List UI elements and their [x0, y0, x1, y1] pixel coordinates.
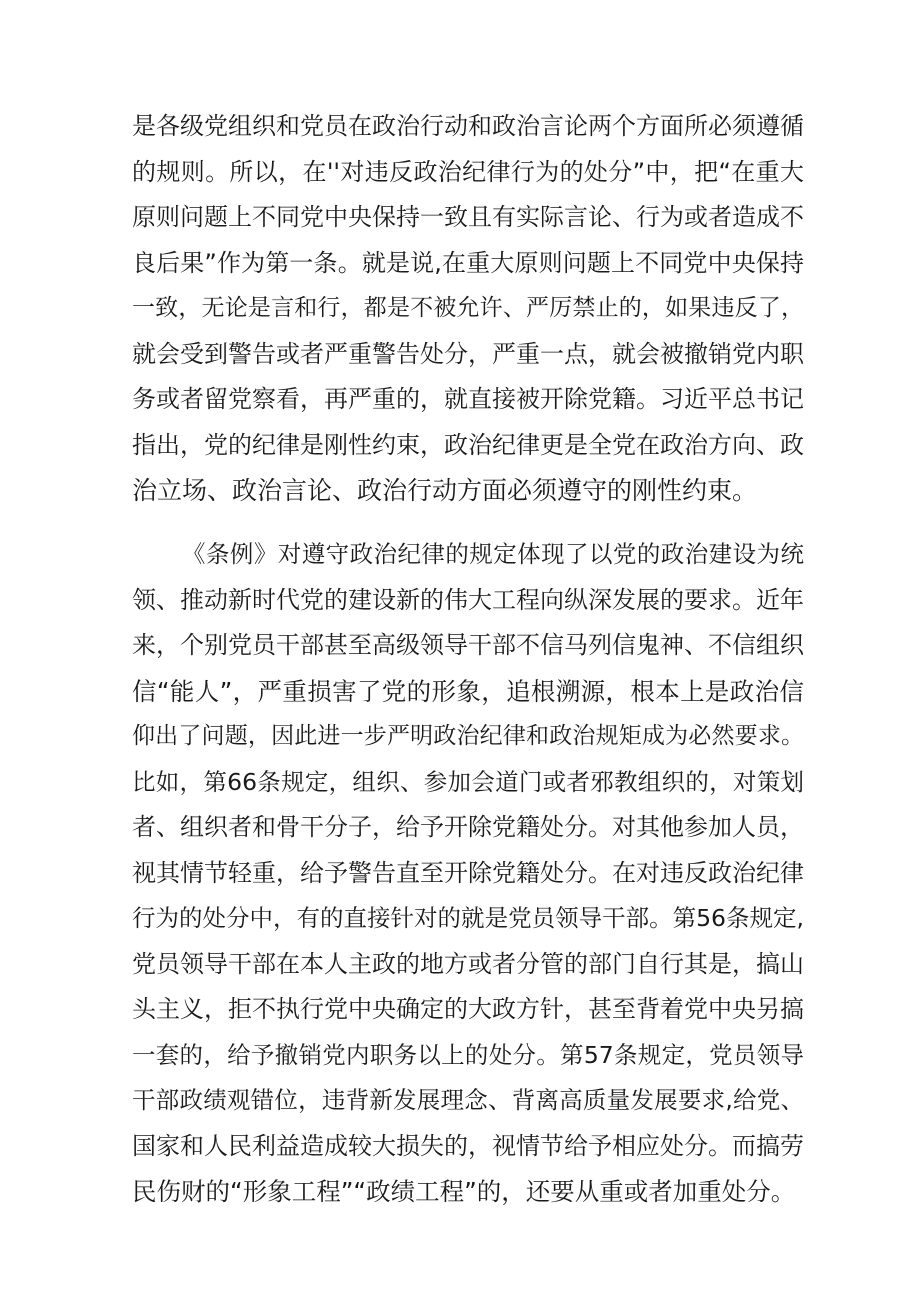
paragraph-line: 行为的处分中，有的直接针对的就是党员领导干部。第56条规定, [132, 904, 804, 932]
paragraph-line: 领、推动新时代党的建设新的伟大工程向纵深发展的要求。近年 [132, 585, 804, 614]
paragraph-1 [132, 104, 804, 514]
paragraph-line: 党员领导干部在本人主政的地方或者分管的部门自行其是，搞山 [132, 949, 804, 978]
paragraph-line: 一致，无论是言和行，都是不被允许、严厉禁止的，如果违反了， [132, 295, 804, 321]
paragraph-line: 民伤财的“形象工程”“政绩工程”的，还要从重或者加重处分。 [132, 1177, 796, 1206]
paragraph-line: 就会受到警告或者严重警告处分，严重一点，就会被撤销党内职 [132, 339, 804, 368]
paragraph-line: 的规则。所以，在''对违反政治纪律行为的处分”中，把“在重大 [132, 157, 804, 186]
paragraph-line: 干部政绩观错位，违背新发展理念、背离高质量发展要求,给党、 [132, 1086, 804, 1114]
paragraph-line: 指出，党的纪律是刚性约束，政治纪律更是全党在政治方向、政 [132, 430, 804, 459]
paragraph-line: 一套的，给予撤销党内职务以上的处分。第57条规定，党员领导 [132, 1040, 804, 1069]
paragraph-line: 务或者留党察看，再严重的，就直接被开除党籍。习近平总书记 [132, 385, 804, 413]
paragraph-line: 来，个别党员干部甚至高级领导干部不信马列信鬼神、不信组织 [132, 631, 804, 659]
paragraph-line: 视其情节轻重，给予警告直至开除党籍处分。在对违反政治纪律 [132, 858, 804, 887]
paragraph-line: 仰出了问题，因此进一步严明政治纪律和政治规矩成为必然要求。 [132, 723, 804, 749]
paragraph-2 [132, 532, 804, 1215]
paragraph-line: 原则问题上不同党中央保持一致且有实际言论、行为或者造成不 [132, 203, 804, 231]
paragraph-line: 者、组织者和骨干分子，给予开除党籍处分。对其他参加人员， [132, 813, 804, 841]
paragraph-line: 良后果”作为第一条。就是说,在重大原则问题上不同党中央保持 [132, 248, 804, 277]
paragraph-line: 信“能人”，严重损害了党的形象，追根溯源，根本上是政治信 [132, 676, 804, 706]
paragraph-line: 国家和人民利益造成较大损失的，视情节给予相应处分。而搞劳 [132, 1131, 804, 1160]
paragraph-line: 比如，第66条规定，组织、参加会道门或者邪教组织的，对策划 [132, 767, 804, 796]
paragraph-line: 《条例》对遵守政治纪律的规定体现了以党的政治建设为统 [182, 540, 804, 568]
paragraph-line: 头主义，拒不执行党中央确定的大政方针，甚至背着党中央另搞 [132, 995, 804, 1023]
paragraph-line: 是各级党组织和党员在政治行动和政治言论两个方面所必须遵循 [132, 112, 804, 140]
paragraph-line: 治立场、政治言论、政治行动方面必须遵守的刚性约束。 [132, 476, 758, 505]
